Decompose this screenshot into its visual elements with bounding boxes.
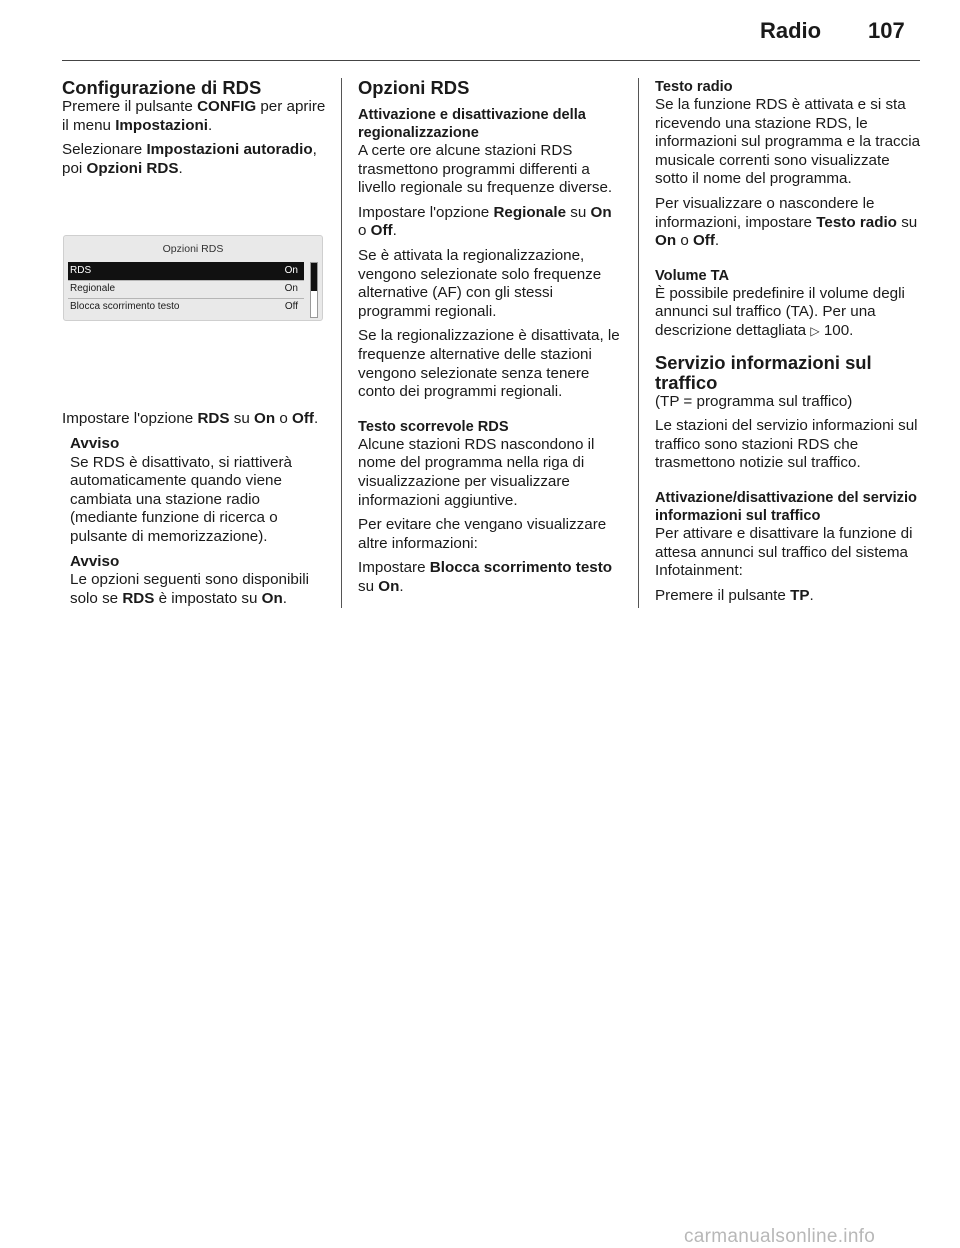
paragraph: Per visualizzare o nascondere le informazioni, impostare Testo radio su On o Off.	[655, 194, 918, 250]
paragraph: (TP = programma sul traffico)	[655, 392, 853, 410]
watermark: carmanualsonline.info	[684, 1226, 876, 1247]
note-title: Avviso	[70, 434, 120, 452]
paragraph: Per attivare e disattivare la funzione di attesa annunci sul traffico del sistema Infotainment:	[655, 524, 913, 580]
page-footer	[0, 612, 960, 1247]
paragraph: Per evitare che vengano visualizzare altre informazioni:	[358, 516, 607, 552]
screen-row-rds: RDS On	[68, 262, 304, 280]
header-divider	[62, 60, 920, 61]
scroll-thumb	[311, 263, 317, 291]
subheading-scrolling-text: Testo scorrevole RDS	[358, 418, 509, 435]
paragraph: Premere il pulsante TP.	[655, 586, 814, 604]
heading-rds-config: Configurazione di RDS	[62, 77, 262, 98]
column-3	[655, 78, 921, 611]
column-divider	[341, 78, 342, 608]
display-screen	[63, 235, 323, 321]
page-number: 107	[868, 18, 905, 43]
heading-traffic-service: Servizio informazioni sul traffico	[655, 351, 872, 393]
paragraph: Le stazioni del servizio informazioni sul traffico sono stazioni RDS che trasmettono notizie sul traffico.	[655, 417, 918, 472]
paragraph: Impostare l'opzione Regionale su On o Off.	[358, 203, 612, 240]
paragraph: Impostare l'opzione RDS su On o Off.	[62, 410, 319, 428]
subheading-traffic-toggle: Attivazione/disattivazione del servizio informazioni sul traffico	[655, 489, 917, 524]
paragraph: Se la regionalizzazione è disattivata, le frequenze alternative delle stazioni vengono selezionate senza tenere conto dei programmi regionali.	[358, 327, 620, 401]
note-title: Avviso	[70, 552, 120, 570]
scrollbar	[310, 262, 318, 318]
column-2	[358, 78, 622, 602]
section-title: Radio	[760, 18, 822, 43]
paragraph: Alcune stazioni RDS nascondono il nome del programma nella riga di visualizzazione per visualizzare informazioni aggiuntive.	[358, 435, 595, 509]
paragraph: Impostare Blocca scorrimento testo su On.	[358, 559, 613, 595]
paragraph: È possibile predefinire il volume degli annunci sul traffico (TA). Per una descrizione dettagliata ▷ 100.	[655, 284, 905, 339]
page-header	[0, 0, 960, 62]
reference-arrow-icon: ▷	[810, 323, 820, 338]
paragraph: A certe ore alcune stazioni RDS trasmettono programmi differenti a livello regionale su frequenze diverse.	[358, 142, 613, 197]
note-text: Le opzioni seguenti sono disponibili solo se RDS è impostato su On.	[70, 571, 309, 607]
subheading-volume-ta: Volume TA	[655, 267, 730, 284]
screen-row-regionale: Regionale On	[70, 283, 298, 295]
paragraph: Se è attivata la regionalizzazione, vengono selezionate solo frequenze alternative (AF) con gli stessi programmi regionali.	[358, 246, 602, 320]
heading-rds-options: Opzioni RDS	[358, 77, 470, 98]
screen-title: Opzioni RDS	[162, 243, 224, 256]
paragraph: Se la funzione RDS è attivata e si sta ricevendo una stazione RDS, le informazioni sul programma e la traccia musicale correnti sono visualizzate sotto il nome del programma.	[655, 96, 921, 188]
subheading-radio-text: Testo radio	[655, 79, 733, 95]
paragraph: Premere il pulsante CONFIG per aprire il menu Impostazioni.	[62, 98, 326, 134]
rds-options-screenshot	[62, 184, 326, 396]
column-1	[62, 78, 326, 614]
note-text: Se RDS è disattivato, si riattiverà automaticamente quando viene cambiata una stazione radio (mediante funzione di ricerca o pulsante di memorizzazione).	[70, 453, 292, 545]
column-divider	[638, 78, 639, 608]
subheading-regional: Attivazione e disattivazione della regionalizzazione	[358, 107, 586, 141]
paragraph: Selezionare Impostazioni autoradio, poi Opzioni RDS.	[62, 141, 317, 177]
screen-row-blocca: Blocca scorrimento testo Off	[70, 301, 298, 313]
note-box	[62, 435, 326, 608]
